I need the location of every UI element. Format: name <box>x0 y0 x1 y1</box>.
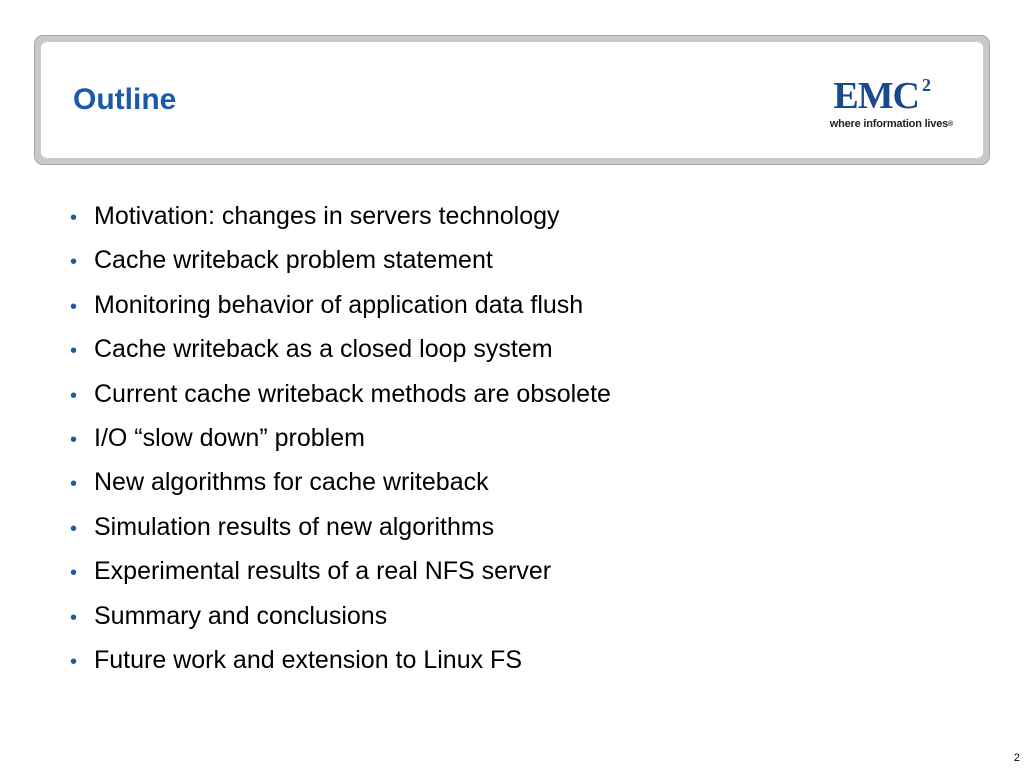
header-panel <box>41 42 983 158</box>
bullet-icon: • <box>70 473 78 496</box>
outline-item-text: Motivation: changes in servers technology <box>94 202 560 230</box>
outline-item <box>70 462 970 506</box>
registered-mark: ® <box>948 121 953 128</box>
outline-item <box>70 240 970 284</box>
outline-item <box>70 285 970 329</box>
outline-item-text: I/O “slow down” problem <box>94 423 365 452</box>
header-frame <box>34 35 990 165</box>
outline-item <box>70 551 970 595</box>
bullet-icon: • <box>70 384 78 407</box>
outline-item-text: Future work and extension to Linux FS <box>94 645 523 674</box>
outline-item-text: Experimental results of a real NFS server <box>94 557 552 586</box>
outline-item-text: Current cache writeback methods are obsolete <box>94 379 611 408</box>
logo-tagline <box>830 118 953 131</box>
outline-item-text: Cache writeback as a closed loop system <box>94 335 553 364</box>
outline-item-text: Monitoring behavior of application data flush <box>94 290 584 319</box>
outline-item <box>70 374 970 418</box>
outline-item-text: Summary and conclusions <box>94 601 388 630</box>
outline-item <box>70 418 970 462</box>
logo-wordmark: EMC <box>833 75 919 117</box>
bullet-icon: • <box>70 340 78 363</box>
bullet-icon: • <box>70 562 78 585</box>
bullet-icon: • <box>70 251 78 274</box>
slide-title: Outline <box>73 83 177 116</box>
bullet-icon: • <box>70 428 78 451</box>
outline-list <box>70 196 970 684</box>
page-number: 2 <box>1013 752 1020 764</box>
outline-item-text: Cache writeback problem statement <box>94 246 493 275</box>
logo-tagline-text: where information lives <box>829 118 949 130</box>
outline-item-text: New algorithms for cache writeback <box>94 468 489 497</box>
outline-item <box>70 329 970 373</box>
bullet-icon: • <box>70 295 78 318</box>
bullet-icon: • <box>70 517 78 540</box>
emc-logo <box>803 74 953 134</box>
outline-item <box>70 640 970 684</box>
outline-item <box>70 196 970 240</box>
outline-item <box>70 507 970 551</box>
bullet-icon: • <box>70 650 78 673</box>
bullet-icon: • <box>70 606 78 629</box>
outline-item-text: Simulation results of new algorithms <box>94 512 495 541</box>
outline-item <box>70 596 970 640</box>
bullet-icon: • <box>70 207 78 229</box>
logo-superscript: 2 <box>922 75 931 95</box>
